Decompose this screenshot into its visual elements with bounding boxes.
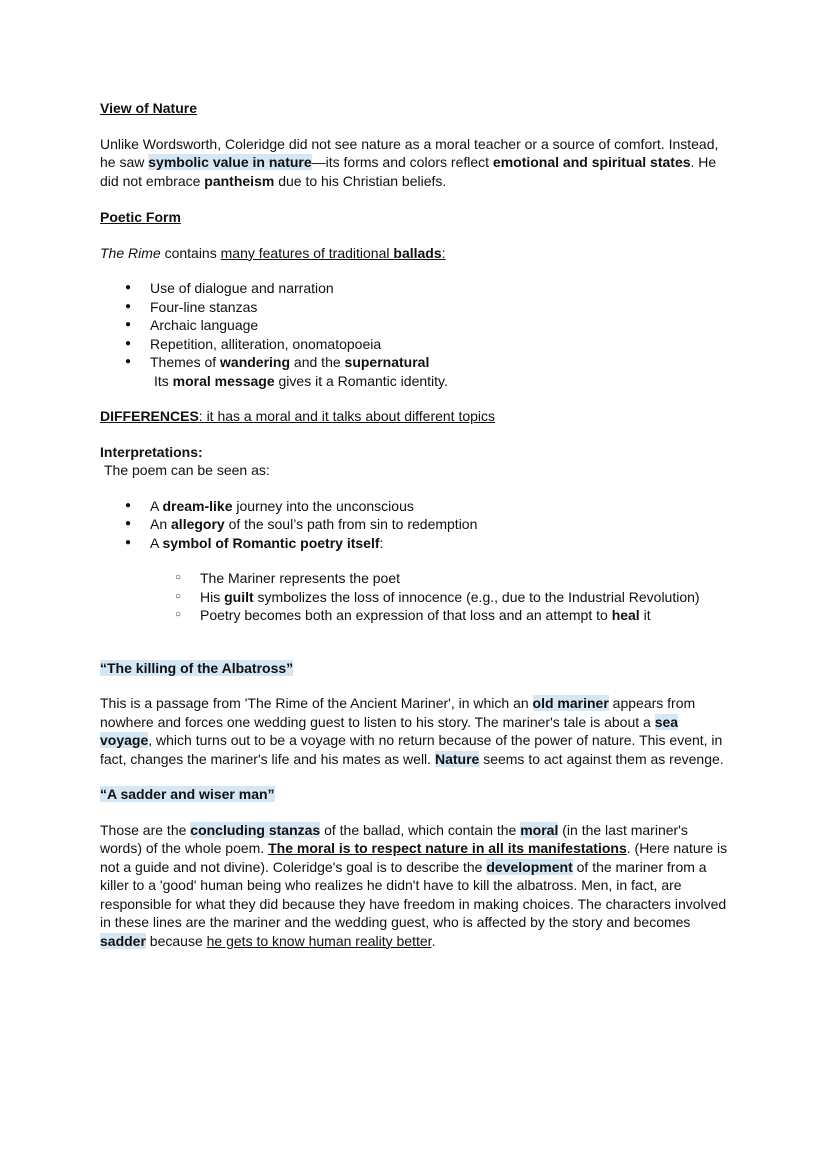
list-item: ● Themes of wandering and the supernatural <box>125 353 728 372</box>
albatross-heading: “The killing of the Albatross” <box>100 659 294 676</box>
list-item: ○ Poetry becomes both an expression of that loss and an attempt to heal it <box>175 606 728 625</box>
highlight-sea-voyage: sea voyage <box>100 713 679 748</box>
list-item: ○ The Mariner represents the poet <box>175 569 728 588</box>
highlight-development: development <box>486 858 573 875</box>
list-item: ● Four-line stanzas <box>125 298 728 317</box>
albatross-paragraph: This is a passage from 'The Rime of the Ancient Mariner', in which an old mariner appears from nowhere and forces one wedding guest to listen to his story. The mariner's tale is about a sea voyage, which turns out to be a voyage with no return because of the power of nature. This event, in fact, changes the mariner's life and his mates as well. Nature seems to act against them as revenge. <box>100 695 724 767</box>
romantic-poetry-sublist <box>100 569 728 625</box>
differences-line: DIFFERENCES: it has a moral and it talks about different topics <box>100 408 496 424</box>
list-item: ● A symbol of Romantic poetry itself: <box>125 534 728 553</box>
highlight-moral: moral <box>520 821 559 838</box>
list-item: ● Repetition, alliteration, onomatopoeia <box>125 335 728 354</box>
form-heading: Poetic Form <box>100 209 181 225</box>
interpretations-heading: Interpretations: <box>100 443 203 460</box>
highlight-concluding-stanzas: concluding stanzas <box>190 821 321 838</box>
highlight-nature: Nature <box>434 750 480 767</box>
sadder-heading: “A sadder and wiser man” <box>100 786 275 802</box>
list-item: ○ His guilt symbolizes the loss of innocence (e.g., due to the Industrial Revolution) <box>175 588 728 607</box>
list-item: ● An allegory of the soul’s path from sin to redemption <box>125 515 728 534</box>
form-intro: The Rime contains many features of traditional ballads: <box>100 244 446 261</box>
highlight-sadder: sadder <box>100 932 146 949</box>
interpretations-list <box>100 497 728 553</box>
sadder-paragraph: Those are the concluding stanzas of the ballad, which contain the moral (in the last mariner's words) of the whole poem. The moral is to respect nature in all its manifestations. (Here nature is not a guide and not divine). Coleridge's goal is to describe the development of the mariner from a killer to a 'good' human being who realizes he didn't have to kill the albatross. Men, in fact, are responsible for what they did because they have freedom in making choices. The characters involved in these lines are the mariner and the wedding guest, who is affected by the story and becomes sadder because he gets to know human reality better. <box>100 821 728 949</box>
nature-paragraph: Unlike Wordsworth, Coleridge did not see nature as a moral teacher or a source of comfort. Instead, he saw symbolic value in nature—its forms and colors reflect emotional and spiritual states. He did not embrace pantheism due to his Christian beliefs. <box>100 135 719 189</box>
interpretations-intro: The poem can be seen as: <box>104 462 270 478</box>
list-item: ● Archaic language <box>125 316 728 335</box>
nature-heading: View of Nature <box>100 100 197 116</box>
highlight-symbolic-value: symbolic value in nature <box>148 154 312 170</box>
moral-message-line: Its moral message gives it a Romantic identity. <box>154 372 448 389</box>
list-item: ● A dream-like journey into the unconscious <box>125 497 728 516</box>
highlight-old-mariner: old mariner <box>532 695 609 711</box>
list-item: ● Use of dialogue and narration <box>125 279 728 298</box>
ballad-features-list <box>100 279 728 372</box>
